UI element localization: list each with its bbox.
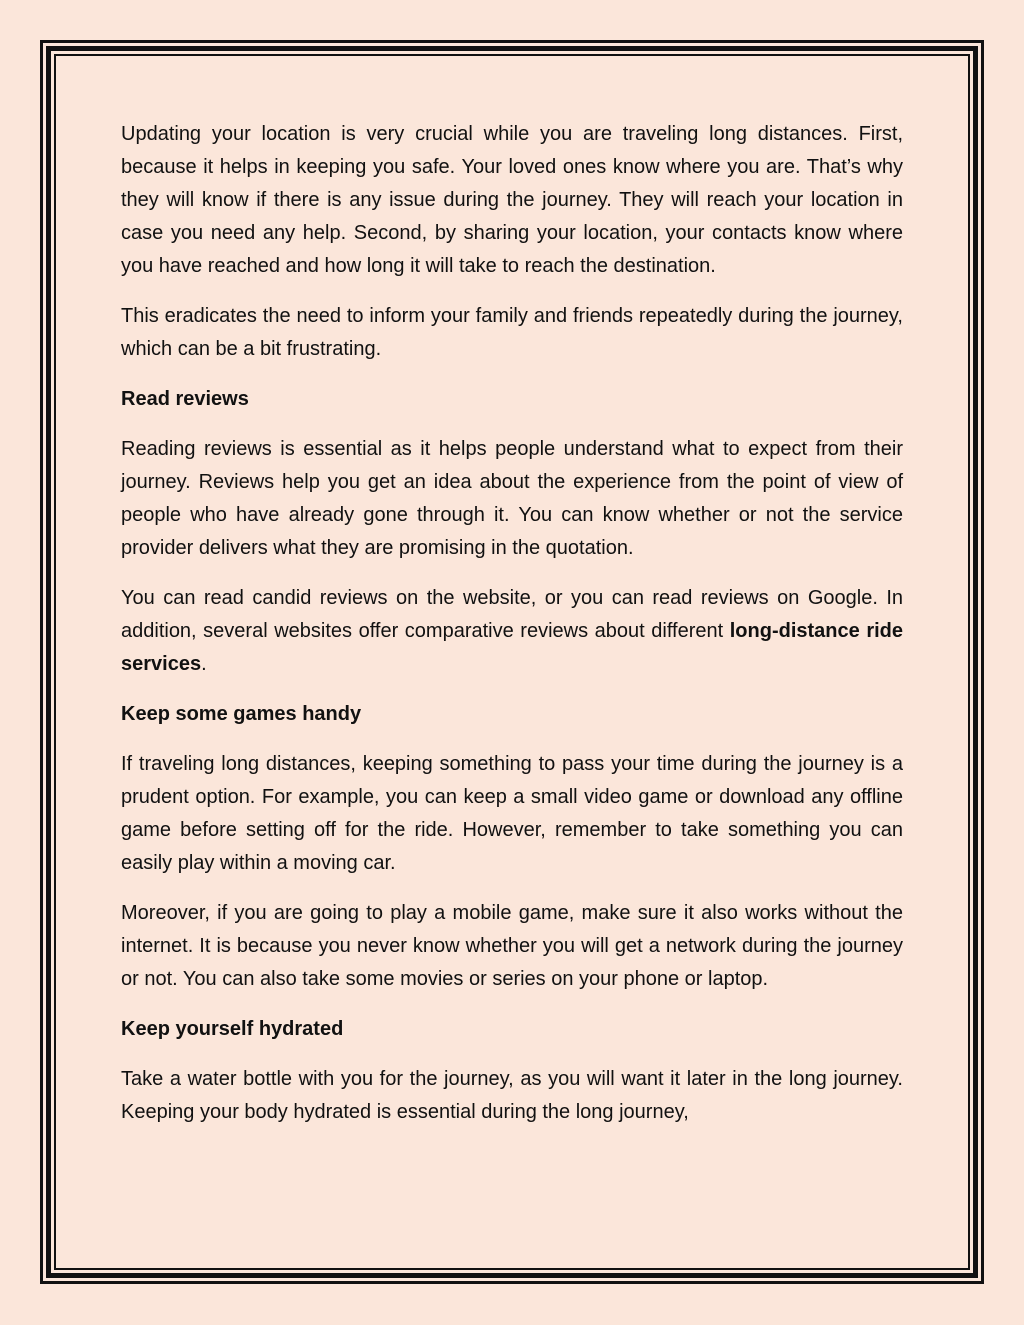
paragraph-mobile-game: Moreover, if you are going to play a mobile game, make sure it also works without the internet. It is because you never know whether you will get a network during the journey or not. You can also take some movies or series on your phone or laptop. [121,902,903,990]
paragraph-candid-reviews [121,582,903,681]
paragraph-location: Updating your location is very crucial while you are traveling long distances. First, because it helps in keeping you safe. Your loved ones know where you are. That’s why they will know if there is any issue during the journey. They will reach your location in case you need any help. Second, by sharing your location, your contacts know where you have reached and how long it will take to reach the destination. [121,123,903,277]
document-body [121,118,903,1146]
paragraph-candid-reviews-end: . [201,653,207,675]
paragraph-water-bottle: Take a water bottle with you for the journey, as you will want it later in the long journey. Keeping your body hydrated is essential during the long journey, [121,1068,903,1123]
heading-games: Keep some games handy [121,703,362,725]
heading-hydrated: Keep yourself hydrated [121,1018,344,1040]
long-distance-ride-services-text: long-distance ride services [121,620,904,675]
heading-read-reviews: Read reviews [121,388,249,410]
paragraph-games: If traveling long distances, keeping something to pass your time during the journey is a prudent option. For example, you can keep a small video game or download any offline game before setting off for the ride. However, remember to take something you can easily play within a moving car. [121,753,903,874]
paragraph-reviews: Reading reviews is essential as it helps people understand what to expect from their journey. Reviews help you get an idea about the experience from the point of view of people who have already gone through it. You can know whether or not the service provider delivers what they are promising in the quotation. [121,438,903,559]
paragraph-candid-reviews-text: You can read candid reviews on the website, or you can read reviews on Google. In addition, several websites offer comparative reviews about different [121,587,903,642]
paragraph-eradicates: This eradicates the need to inform your family and friends repeatedly during the journey, which can be a bit frustrating. [121,305,903,360]
